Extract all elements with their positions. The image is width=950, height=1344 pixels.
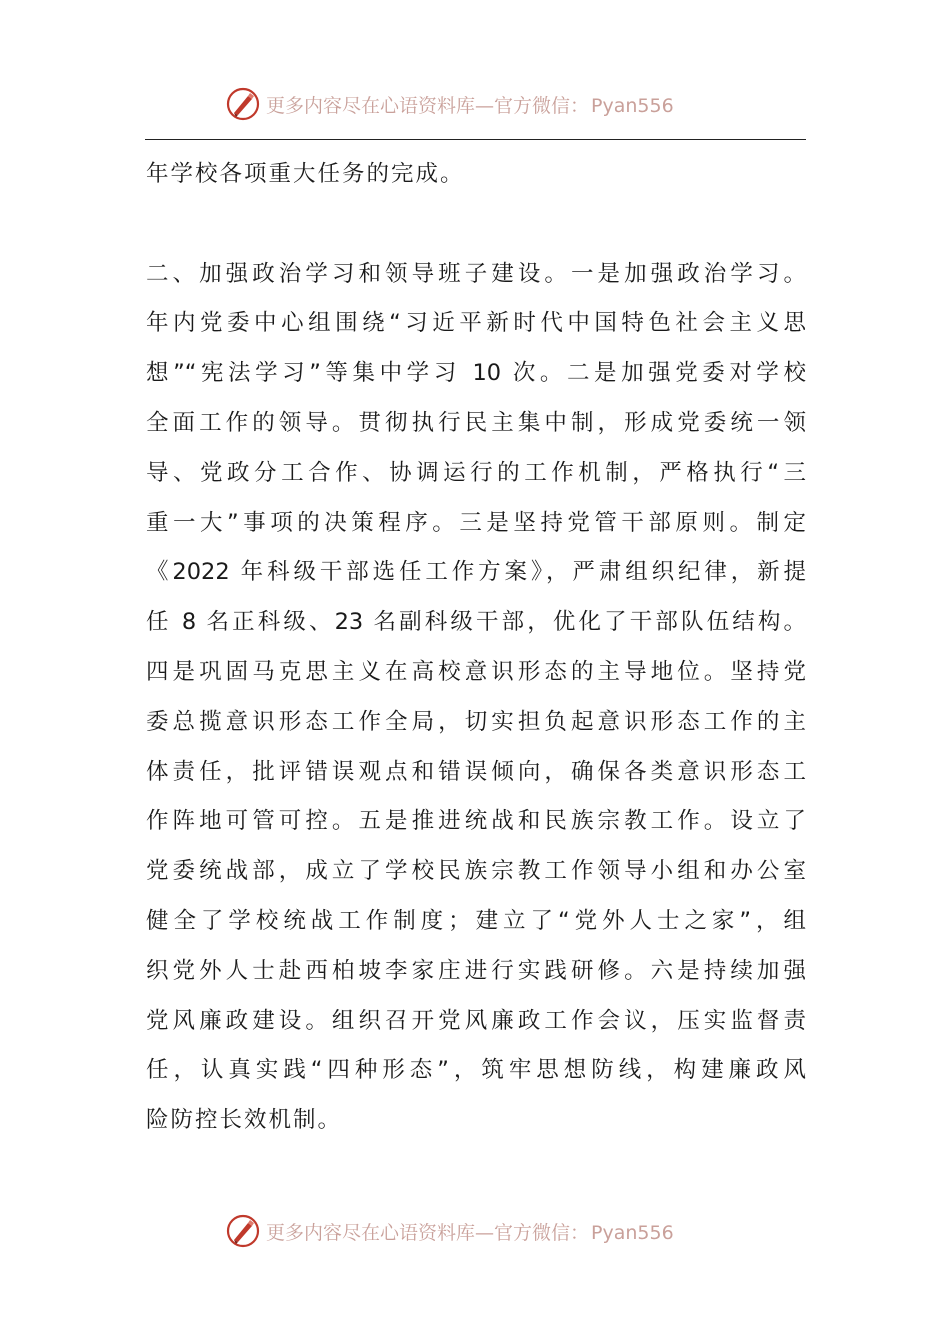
footer-banner-label: 更多内容尽在心语资料库—官方微信： <box>266 1221 590 1244</box>
body-first-line: 年学校各项重大任务的完成。 <box>146 161 465 187</box>
pen-logo-icon <box>226 87 260 121</box>
body-line: 作阵地可管可控。五是推进统战和民族宗教工作。设立了 <box>146 808 806 835</box>
header-banner <box>226 84 746 124</box>
body-line: 《2022 年科级干部选任工作方案》，严肃组织纪律，新提 <box>146 559 806 586</box>
footer-banner-text <box>266 1218 674 1245</box>
body-line: 体责任，批评错误观点和错误倾向，确保各类意识形态工 <box>146 758 806 785</box>
body-line: 四是巩固马克思主义在高校意识形态的主导地位。坚持党 <box>146 658 806 685</box>
body-line: 健全了学校统战工作制度；建立了“党外人士之家”，组 <box>146 907 806 934</box>
body-line: 任 8 名正科级、23 名副科级干部，优化了干部队伍结构。 <box>146 609 806 636</box>
body-line: 二、加强政治学习和领导班子建设。一是加强政治学习。 <box>146 260 806 287</box>
body-line: 全面工作的领导。贯彻执行民主集中制，形成党委统一领 <box>146 409 806 436</box>
footer-wechat-id: Pyan556 <box>591 1221 674 1244</box>
header-wechat-id: Pyan556 <box>591 94 674 117</box>
paragraph-gap <box>146 200 808 250</box>
header-banner-text <box>266 91 674 118</box>
body-line: 想”“宪法学习”等集中学习 10 次。二是加强党委对学校 <box>146 360 806 387</box>
body-line: 织党外人士赴西柏坡李家庄进行实践研修。六是持续加强 <box>146 957 806 984</box>
body-line: 委总揽意识形态工作全局，切实担负起意识形态工作的主 <box>146 708 806 735</box>
footer-banner <box>226 1211 746 1251</box>
document-body <box>146 150 808 1146</box>
body-line: 党风廉政建设。组织召开党风廉政工作会议，压实监督责 <box>146 1007 806 1034</box>
header-banner-label: 更多内容尽在心语资料库—官方微信： <box>266 94 590 117</box>
body-line: 年内党委中心组围绕“习近平新时代中国特色社会主义思 <box>146 310 806 337</box>
body-line: 险防控长效机制。 <box>146 1107 343 1134</box>
body-line: 重一大”事项的决策程序。三是坚持党管干部原则。制定 <box>146 509 806 536</box>
header-divider <box>145 139 806 140</box>
body-line: 党委统战部，成立了学校民族宗教工作领导小组和办公室 <box>146 858 806 885</box>
body-line: 任，认真实践“四种形态”，筑牢思想防线，构建廉政风 <box>146 1057 806 1084</box>
body-line: 导、党政分工合作、协调运行的工作机制，严格执行“三 <box>146 459 806 486</box>
pen-logo-icon <box>226 1214 260 1248</box>
